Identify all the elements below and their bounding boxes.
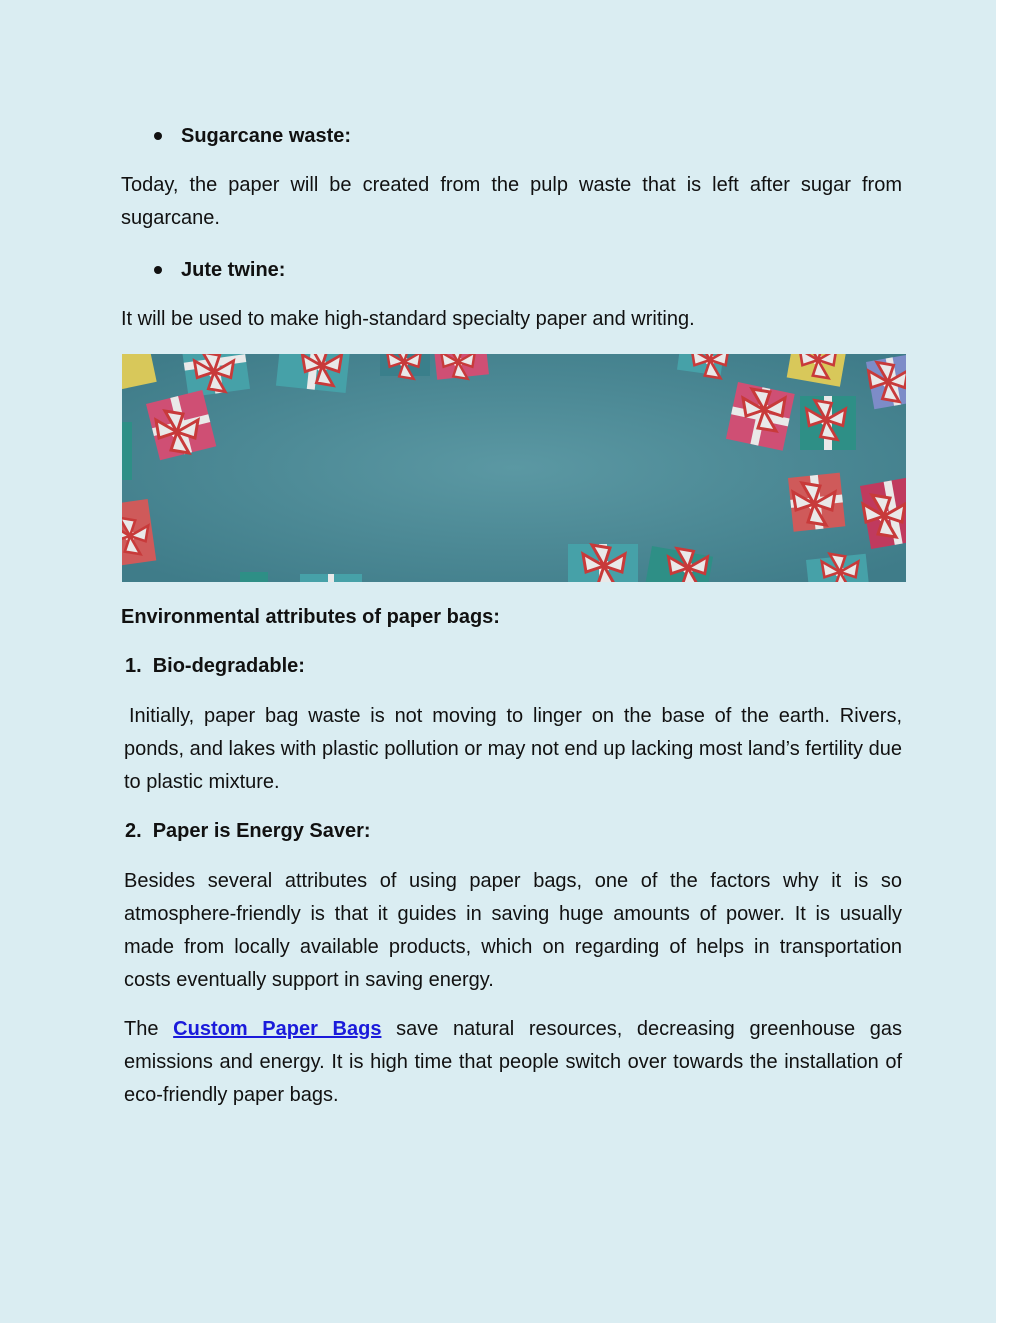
bullet-item-jute xyxy=(181,258,285,282)
custom-paper-bags-link[interactable]: Custom Paper Bags xyxy=(173,1018,382,1040)
bullet-dot-icon xyxy=(154,266,162,274)
bullet-label: Jute twine: xyxy=(181,259,286,281)
numbered-item-biodegradable xyxy=(125,650,305,683)
numbered-item-energy-saver xyxy=(125,815,371,848)
bullet-label: Sugarcane waste: xyxy=(181,125,352,147)
closing-post-text: save natural resources, decreasing greenhouse gas emissions and energy. It is high time that people switch over towards the installation of eco-friendly paper bags. xyxy=(124,1018,903,1106)
paragraph-closing xyxy=(124,1013,902,1112)
item-number: 1. xyxy=(125,655,142,677)
bullet-item-sugarcane xyxy=(181,124,351,148)
paragraph-jute: It will be used to make high-standard specialty paper and writing. xyxy=(121,308,695,330)
paragraph-biodegradable xyxy=(124,700,902,799)
closing-pre-text: The xyxy=(124,1018,159,1040)
gift-boxes-icon xyxy=(122,354,906,582)
bullet-dot-icon xyxy=(154,132,162,140)
paragraph-energy-saver: Besides several attributes of using paper bags, one of the factors why it is so atmosphere-friendly is that it guides in saving huge amounts of power. It is usually made from locally available products, which on regarding of helps in transportation costs eventually support in saving energy. xyxy=(124,870,902,991)
item-number: 2. xyxy=(125,820,142,842)
paragraph-biodegradable-text: Initially, paper bag waste is not moving to linger on the base of the earth. Rivers, ponds, and lakes with plastic pollution or may not end up lacking most land’s fertility due to plastic mixture. xyxy=(124,705,902,793)
item-label: Bio-degradable: xyxy=(152,655,305,677)
paragraph-sugarcane: Today, the paper will be created from the pulp waste that is left after sugar from sugarcane. xyxy=(121,174,902,229)
item-label: Paper is Energy Saver: xyxy=(152,820,371,842)
gift-boxes-image xyxy=(122,354,906,582)
section-heading: Environmental attributes of paper bags: xyxy=(121,606,500,628)
